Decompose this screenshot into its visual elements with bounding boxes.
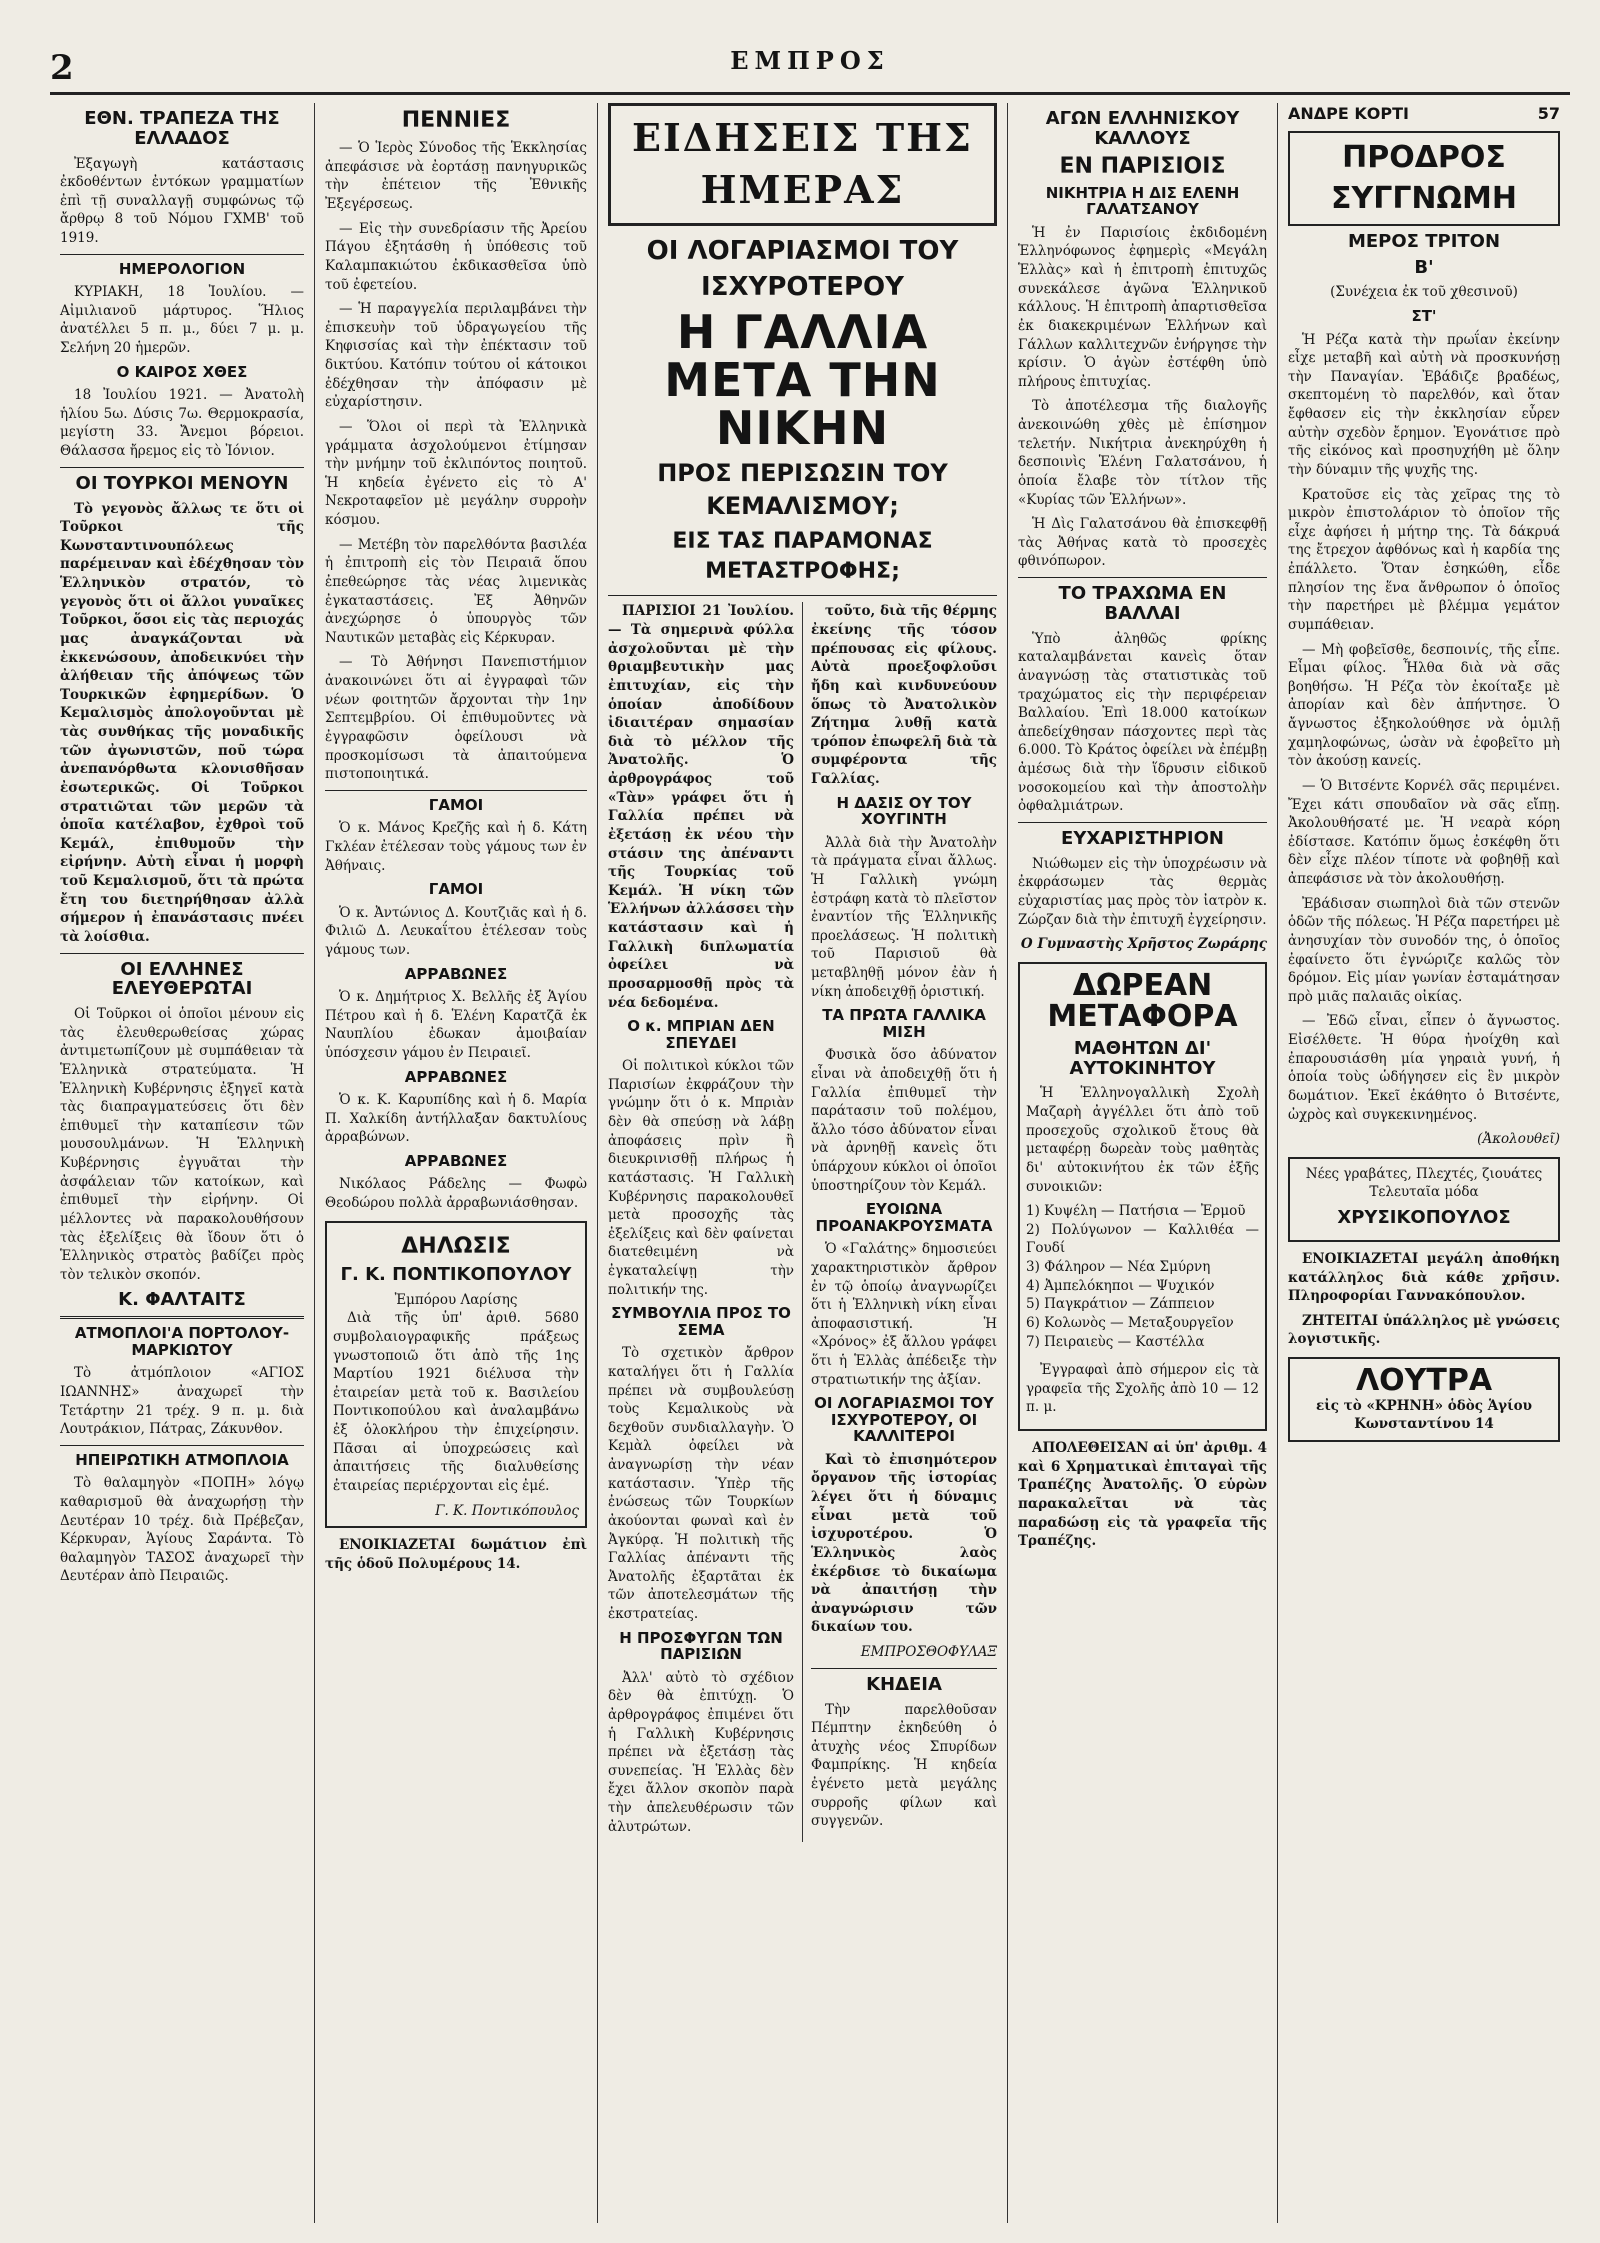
thanks-signature: Ο Γυμναστὴς Χρῆστος Ζωράρης: [1020, 936, 1267, 953]
column-4: [1008, 103, 1278, 2223]
notice-subtitle: Ἐμπόρου Λαρίσης: [394, 1291, 518, 1308]
route-3: 3) Φάληρον — Νέα Σμύρνη: [1026, 1259, 1211, 1276]
serial-end: (Ἀκολουθεῖ): [1477, 1131, 1560, 1148]
pennies-text-4: — Ὅλοι οἱ περὶ τὰ Ἑλληνικὰ γράμματα ἀσχολούμενοι ἐτίμησαν τὴν μνήμην τοῦ ἐκλιπόντος ποιητοῦ. Ἡ κηδεία ἐγένετο εἰς τὸ Α' Νεκροταφεῖον μὲ μεγάλην συρροὴν κόσμου.: [325, 418, 587, 529]
pennies-text-3: — Ἡ παραγγελία περιλαμβάνει τὴν ἐπισκευὴν τοῦ ὑδραγωγείου τῆς Κηφισσίας καὶ τὴν ἐπέκτασιν τοῦ δικτύου. Κατόπιν τούτου οἱ κάτοικοι ἐδέχθησαν τὴν ἀπόφασιν μὲ εὐχαρίστησιν.: [325, 301, 587, 411]
serial-number: 57: [1537, 104, 1560, 123]
divider: [1018, 822, 1267, 823]
rent-text: ΕΝΟΙΚΙΑΖΕΤΑΙ δωμάτιον ἐπὶ τῆς ὁδοῦ Πολυμέρους 14.: [325, 1537, 587, 1572]
baths-title: ΛΟΥΤΡΑ: [1355, 1363, 1493, 1398]
beauty-subtitle: ΝΙΚΗΤΡΙΑ Η ΔΙΣ ΕΛΕΝΗ ΓΑΛΑΤΣΑΝΟΥ: [1045, 183, 1240, 219]
death-title: ΚΗΔΕΙΑ: [866, 1673, 942, 1695]
pennies-text-5: — Μετέβη τὸν παρελθόντα βασιλέα ἡ ἐπιτροπὴ εἰς τὸν Πειραιᾶ ὅπου ἐπεθεώρησε τὰς νέας λιμενικὰς ἐγκαταστάσεις. Ἐξ Ἀθηνῶν ἀνεχώρησε ὁ ὑπουργὸς τῶν Ναυτικῶν μεταβὰς εἰς Κέρκυραν.: [325, 536, 587, 646]
lead-left: [608, 602, 803, 1842]
route-2: 2) Πολύγωνον — Καλλιθέα — Γουδί: [1026, 1221, 1259, 1257]
bank-title: ΕΘΝ. ΤΡΑΠΕΖΑ ΤΗΣ ΕΛΛΑΔΟΣ: [84, 108, 280, 149]
correspondent: ΕΜΠΡΟΣΘΟΦΥΛΑΞ: [860, 1644, 997, 1661]
article-signature: Κ. ΦΑΛΤΑΙΤΣ: [118, 1289, 246, 1311]
lead-columns: [608, 602, 997, 1842]
notice-box: [325, 1221, 587, 1528]
lead-left-text-4: Ἀλλ' αὐτὸ τὸ σχέδιον δὲν θὰ ἐπιτύχῃ. Ὁ ἀρθρογράφος ἐπιμένει ὅτι ἡ Γαλλικὴ Κυβέρνησις πρέπει νὰ ἐξετάσῃ τὰς συνεπείας. Ἡ Ἑλλὰς δὲν ἔχει ἄλλον σκοπὸν παρὰ τὴν ἀπελευθέρωσιν τῶν ἀλυτρώτων.: [608, 1669, 794, 1835]
beauty-text-3: Ἡ Δὶς Γαλατσάνου θὰ ἐπισκεφθῇ τὰς Ἀθήνας κατὰ τὸ προσεχὲς φθινόπωρον.: [1018, 516, 1267, 570]
weather-text: 18 Ἰουλίου 1921. — Ἀνατολὴ ἡλίου 5ω. Δύσις 7ω. Θερμοκρασία, μεγίστη 33. Ἄνεμοι βόρειοι. Θάλασσα ἤρεμος εἰς τὸ Ἰόνιον.: [60, 387, 304, 460]
page-header: [50, 40, 1570, 95]
lead-left-text-3: Τὸ σχετικὸν ἄρθρον καταλήγει ὅτι ἡ Γαλλία πρέπει νὰ συμβουλεύσῃ τοὺς Κεμαλικοὺς νὰ δεχθοῦν συνδιαλλαγὴν. Ὁ Κεμὰλ ὀφείλει νὰ ἀναγνωρίσῃ τὴν νέαν κατάστασιν. Ὑπὲρ τῆς ἐνώσεως τῶν Τουρκίων ἀκούονται φωναὶ καὶ ἐν Ἀγκύρᾳ. Ἡ πολιτικὴ τῆς Γαλλίας ἀπέναντι τῆς Ἀνατολῆς ἐξαρτᾶται ἐκ τῶν ἀποτελεσμάτων τῆς ἐκστρατείας.: [608, 1345, 794, 1623]
page-number: 2: [50, 48, 74, 88]
lead-right: [803, 602, 997, 1842]
engagements3-text: Νικόλαος Ράδελης — Φωφὼ Θεοδώρου πολλὰ ἀρραβωνιάσθησαν.: [325, 1176, 587, 1212]
notice-name: Γ. Κ. ΠΟΝΤΙΚΟΠΟΥΛΟΥ: [340, 1263, 572, 1285]
lead-deck: ΕΙΣ ΤΑΣ ΠΑΡΑΜΟΝΑΣ ΜΕΤΑΣΤΡΟΦΗΣ;: [672, 528, 933, 585]
rent-ad: ΕΝΟΙΚΙΑΖΕΤΑΙ μεγάλη ἀποθήκη κατάλληλος διὰ κάθε χρῆσιν. Πληροφορίαι Γαννακόπουλον.: [1288, 1250, 1560, 1305]
divider: [60, 1316, 304, 1319]
lead-right-text-2: Ἀλλὰ διὰ τὴν Ἀνατολὴν τὰ πράγματα εἶναι ἄλλως. Ἡ Γαλλικὴ γνώμη ἐστράφη κατὰ τὸ πλεῖστον ἐναντίον τῆς Ἑλληνικῆς προελάσεως. Ἡ πολιτικὴ τοῦ Παρισιοῦ θὰ μεταβληθῇ μόνον ἐὰν ἡ νίκη ἀποδειχθῇ ὁριστική.: [811, 834, 997, 1000]
ties-ad-text: Νέες γραβάτες, Πλεχτές, ζιουάτες: [1305, 1165, 1543, 1182]
greeks-text: Οἱ Τοῦρκοι οἱ ὁποῖοι μένουν εἰς τὰς ἐλευθερωθείσας χώρας ἀντιμετωπίζουν μὲ συμπάθειαν τὰ Ἑλληνικὰ στρατεύματα. Ἡ Ἑλληνικὴ Κυβέρνησις ἐξηγεῖ κατὰ τὰς διαπραγματεύσεις ὅτι δὲν ἐπιθυμεῖ τὴν καταπίεσιν τῶν μουσουλμάνων. Ἡ Ἑλληνικὴ Κυβέρνησις ἐγγυᾶται τὴν ἀσφάλειαν τῶν κατοίκων, καὶ ἐπιθυμεῖ τὴν εἰρήνην. Οἱ μέλλοντες νὰ παρακολουθήσουν τὰς ἐξελίξεις θὰ ἴδουν ὅτι ὁ Ἑλληνικὸς στρατὸς βαδίζει πρὸς τὸν τελικὸν σκοπόν.: [60, 1006, 304, 1283]
anzac-title: Η ΔΑΣΙΣ ΟΥ ΤΟΥ ΧΟΥΓΙΝΤΗ: [836, 793, 972, 829]
thanks-text: Νιώθωμεν εἰς τὴν ὑποχρέωσιν νὰ ἐκφράσωμεν τὰς θερμὰς εὐχαριστίας μας πρὸς τὸν ἰατρὸν κ. Ζώρζαν διὰ τὴν ἐπιτυχῆ ἐγχείρησιν.: [1018, 855, 1267, 928]
trauma-text: Ὑπὸ ἀληθῶς φρίκης καταλαμβάνεται κανεὶς ὅταν ἀναγνώσῃ τὰς στατιστικὰς τοῦ τραχώματος εἰς τὴν περιφέρειαν Βαλλαίου. Ἐπὶ 18.000 κατοίκων ἀπεδείχθησαν πάσχοντες περὶ τὰς 6.000. Τὸ Κράτος ὀφείλει νὰ ἐπέμβῃ ἀμέσως διὰ τὴν ἵδρυσιν εἰδικοῦ νοσοκομείου καὶ τὴν ἀποστολὴν ὀφθαλμιάτρων.: [1018, 630, 1267, 815]
serial-text-3: — Μὴ φοβεῖσθε, δεσποινίς, τῆς εἶπε. Εἶμαι φίλος. Ἦλθα διὰ νὰ σᾶς βοηθήσω. Ἡ Ρέζα τὸν ἐκοίταξε μὲ ἀπορίαν καὶ δὲν ἀπήντησε. Ὁ ἄγνωστος ἐξηκολούθησε νὰ ὁμιλῇ χαμηλοφώνως, ὡσὰν νὰ ἐφοβεῖτο μὴ τὸν ἀκούσῃ κανείς.: [1288, 641, 1560, 770]
weddings2-title: ΓΑΜΟΙ: [428, 880, 484, 899]
press-title: Η ΠΡΟΣΦΥΓΩΝ ΤΩΝ ΠΑΡΙΣΙΩΝ: [619, 1628, 783, 1664]
lead-right-text-5: Καὶ τὸ ἐπισημότερον ὄργανον τῆς ἱστορίας λέγει ὅτι ἡ δύναμις εἶναι μετὰ τοῦ ἰσχυροτέρου. Ὁ Ἑλληνικὸς λαὸς ἐκέρδισε τὸ δικαίωμα νὰ ἀπαιτήσῃ τὴν ἀναγνώρισιν τῶν δικαίων του.: [811, 1451, 997, 1636]
lead-headline: Η ΓΑΛΛΙΑ ΜΕΤΑ ΤΗΝ ΝΙΚΗΝ: [664, 304, 941, 456]
lead-right-text-3: Φυσικὰ ὅσο ἀδύνατον εἶναι νὰ ἀποδειχθῇ ὅτι ἡ Γαλλία ἐπιθυμεῖ τὴν παράτασιν τοῦ πολέμου, ἄλλο τόσο ἀδύνατον εἶναι νὰ ἀρνηθῇ κανεὶς ὅτι ὑπάρχουν κύκλοι οἱ ὁποῖοι ὑποστηρίζουν τὸν Κεμάλ.: [811, 1047, 997, 1194]
route-6: 6) Κολωνὸς — Μεταξουργεῖον: [1026, 1314, 1234, 1331]
thanks-title: ΕΥΧΑΡΙΣΤΗΡΙΟΝ: [1061, 827, 1224, 849]
logar-title: ΟΙ ΛΟΓΑΡΙΑΣΜΟΙ ΤΟΥ ΙΣΧΥΡΟΤΕΡΟΥ, ΟΙ ΚΑΛΛΙΤΕΡΟΙ: [814, 1394, 994, 1446]
lead-right-text-1: τοῦτο, διὰ τῆς θέρμης ἐκείνης τῆς τόσον πρέπουσας εἰς φίλους. Αὐτὰ προεξοφλοῦσι ἤδη καὶ κινδυνεύουν ὅπως τὸ Ἀνατολικὸν Ζήτημα λυθῇ κατὰ τρόπον ἐπωφελῆ διὰ τὰ συμφέροντα τῆς Γαλλίας.: [811, 603, 997, 788]
serial-subchapter: ΣΤ': [1411, 307, 1437, 326]
weddings2-text: Ὁ κ. Ἀντώνιος Δ. Κουτζιᾶς καὶ ἡ δ. Φιλιῶ Δ. Λευκαΐτου ἐτέλεσαν τοὺς γάμους των.: [325, 904, 587, 958]
free-transport-box: [1018, 962, 1267, 1431]
epirus-title: ΗΠΕΙΡΩΤΙΚΗ ΑΤΜΟΠΛΟΙΑ: [75, 1450, 289, 1469]
free-transport-text-2: Ἐγγραφαὶ ἀπὸ σήμερον εἰς τὰ γραφεῖα τῆς Σχολῆς ἀπὸ 10 — 12 π. μ.: [1026, 1362, 1259, 1416]
divider: [60, 467, 304, 468]
route-4: 4) Ἀμπελόκηποι — Ψυχικόν: [1026, 1277, 1215, 1294]
serial-part: ΜΕΡΟΣ ΤΡΙΤΟΝ: [1347, 230, 1501, 252]
divider: [1018, 577, 1267, 578]
symvoulia-title: ΣΥΜΒΟΥΛΙΑ ΠΡΟΣ ΤΟ ΣΕΜΑ: [611, 1304, 791, 1339]
notice-signature: Γ. Κ. Ποντικόπουλος: [435, 1502, 579, 1519]
engagements-title: ΑΡΡΑΒΩΝΕΣ: [404, 964, 508, 983]
weddings-text: Ὁ κ. Μάνος Κρεζῆς καὶ ἡ δ. Κάτη Γκλέαν ἐτέλεσαν τοὺς γάμους των ἐν Ἀθήναις.: [325, 820, 587, 874]
serial-text-2: Κρατοῦσε εἰς τὰς χεῖρας της τὸ μικρὸν ἐπιστολάριον τὸ ὁποῖον τῆς εἶχε ἀφήσει ἡ μήτηρ της. Τὰ δάκρυά της ἔτρεχον ἀφθόνως καὶ ἡ καρδία της ἐπάλλετο. Ὅταν ἐσηκώθη, εἶδε πλησίον της ἕνα ἄνθρωπον ὁ ὁποῖος τὴν παρετήρει μὲ βλέμμα γεμάτον συμπάθειαν.: [1288, 486, 1560, 633]
beauty-text-2: Τὸ ἀποτέλεσμα τῆς διαλογῆς ἀνεκοινώθη χθὲς μὲ ἐπίσημον τελετήν. Νικήτρια ἀνεκηρύχθη ἡ δεσποινὶς Ἑλένη Γαλατσάνου, ἡ ὁποία ἔλαβε τὸν τίτλον τῆς «Κυρίας τῶν Ἑλλήνων».: [1018, 398, 1267, 508]
lost-notice: ΑΠΟΛΕΘΕΙΣΑΝ αἱ ὑπ' ἀριθμ. 4 καὶ 6 Χρηματικαὶ ἐπιταγαὶ τῆς Τραπέζης Ἀνατολῆς. Ὁ εὑρὼν παρακαλεῖται νὰ τὰς παραδώσῃ εἰς τὰ γραφεῖα τῆς Τραπέζης.: [1018, 1440, 1267, 1550]
beauty-title-2: ΕΝ ΠΑΡΙΣΙΟΙΣ: [1059, 153, 1226, 179]
columns: [50, 103, 1570, 2223]
ties-ad-shop: ΧΡΥΣΙΚΟΠΟΥΛΟΣ: [1337, 1207, 1511, 1229]
lead-left-text-2: Οἱ πολιτικοὶ κύκλοι τῶν Παρισίων ἐκφράζουν τὴν γνώμην ὅτι ὁ κ. Μπριὰν δὲν θὰ σπεύσῃ νὰ λάβῃ ἀποφάσεις πρὶν ἢ διευκρινισθῇ πλήρως ἡ κατάστασις. Ἡ Γαλλικὴ Κυβέρνησις παρακολουθεῖ μετὰ προσοχῆς τὰς ἐξελίξεις καὶ δὲν φαίνεται διατεθειμένη νὰ ἐγκαταλείψῃ τὴν πολιτικήν της.: [608, 1058, 794, 1298]
mprian-title: Ο κ. ΜΠΡΙΑΝ ΔΕΝ ΣΠΕΥΔΕΙ: [627, 1017, 775, 1052]
divider: [60, 254, 304, 255]
divider: [60, 953, 304, 954]
pennies-text-2: — Εἰς τὴν συνεδρίασιν τῆς Ἀρείου Πάγου ἐξητάσθη ἡ ὑπόθεσις τοῦ Καλαμπακιώτου ἐκδικασθεῖσα ὑπὸ τοῦ ἐφετείου.: [325, 220, 587, 293]
serial-text-6: — Ἐδῶ εἶναι, εἶπεν ὁ ἄγνωστος. Εἰσέλθετε. Ἡ θύρα ἠνοίχθη καὶ ἐπαρουσιάσθη μία γηραιὰ γυνή, ἡ ὁποία τοὺς ὡδήγησεν εἰς ἓν μικρὸν δωμάτιον. Ἐκεῖ ἐκάθητο ὁ Βιτσέντε, ὠχρὸς καὶ συγκεκινημένος.: [1288, 1013, 1560, 1123]
engagements-text: Ὁ κ. Δημήτριος Χ. Βελλῆς ἐξ Ἁγίου Πέτρου καὶ ἡ δ. Ἑλένη Καρατζᾶ ἐκ Ναυπλίου ἐδωκαν ἀμοιβαίαν ὑπόσχεσιν γάμου ἐν Πειραιεῖ.: [325, 989, 587, 1061]
column-3: [598, 103, 1008, 2223]
ties-ad-text-2: Τελευταῖα μόδα: [1369, 1184, 1479, 1201]
serial-note: (Συνέχεια ἐκ τοῦ χθεσινοῦ): [1330, 284, 1518, 301]
calendar-text: ΚΥΡΙΑΚΗ, 18 Ἰουλίου. — Αἰμιλιανοῦ μάρτυρος. Ἥλιος ἀνατέλλει 5 π. μ., δύει 7 μ. μ. Σελήνη 20 ἡμερῶν.: [60, 284, 304, 357]
route-7: 7) Πειραιεὺς — Καστέλλα: [1026, 1333, 1205, 1350]
beauty-title: ΑΓΩΝ ΕΛΛΗΝΙΣΚΟΥ ΚΑΛΛΟΥΣ: [1045, 108, 1240, 149]
wanted-ad: ΖΗΤΕΙΤΑΙ ὑπάλληλος μὲ γνώσεις λογιστικῆς.: [1288, 1312, 1560, 1348]
divider: [608, 595, 997, 596]
column-2: [315, 103, 598, 2223]
weather-title: Ο ΚΑΙΡΟΣ ΧΘΕΣ: [116, 362, 248, 381]
weddings-title: ΓΑΜΟΙ: [428, 795, 484, 814]
trauma-title: ΤΟ ΤΡΑΧΩΜΑ ΕΝ ΒΑΛΛΑΙ: [1058, 583, 1227, 624]
beauty-text-1: Ἡ ἐν Παρισίοις ἐκδιδομένη Ἑλληνόφωνος ἐφημερὶς «Μεγάλη Ἑλλὰς» καὶ ἡ ἐπιτροπὴ ἐπιτυχῶς συνεκάλεσε ἀγῶνα Ἑλληνικοῦ κάλλους. Ἡ ἐπιτροπὴ ἀπαρτισθεῖσα ἐκ διακεκριμένων Ἑλλήνων καὶ Γάλλων καλλιτεχνῶν ἐνήργησε τὴν κρίσιν. Ὁ ἀγὼν ἐστέφθη ὑπὸ πλήρους ἐπιτυχίας.: [1018, 224, 1267, 390]
death-text: Τὴν παρελθοῦσαν Πέμπτην ἐκηδεύθη ὁ ἀτυχὴς νέος Σπυρίδων Φαμπρίκης. Ἡ κηδεία ἐγένετο μετὰ μεγάλης συρροῆς φίλων καὶ συγγενῶν.: [811, 1701, 997, 1830]
serial-title: ΠΡΟΔΡΟΣ ΣΥΓΓΝΩΜΗ: [1288, 131, 1560, 226]
divider: [811, 1668, 997, 1669]
greeks-title: ΟΙ ΕΛΛΗΝΕΣ ΕΛΕΥΘΕΡΩΤΑΙ: [111, 958, 253, 1000]
column-1: [50, 103, 315, 2223]
masthead: ΕΜΠΡΟΣ: [730, 46, 890, 75]
column-5: [1278, 103, 1570, 2223]
euoiona-title: ΕΥΟΙΩΝΑ ΠΡΟΑΝΑΚΡΟΥΣΜΑΤΑ: [815, 1200, 993, 1235]
route-1: 1) Κυψέλη — Πατήσια — Ἐρμοῦ: [1026, 1203, 1246, 1220]
shipping-title: ΑΤΜΟΠΛΟΙ'Α ΠΟΡΤΟΛΟΥ-ΜΑΡΚΙΩΤΟΥ: [74, 1324, 290, 1359]
turks-title: ΟΙ ΤΟΥΡΚΟΙ ΜΕΝΟΥΝ: [75, 472, 289, 494]
engagements3-title: ΑΡΡΑΒΩΝΕΣ: [404, 1151, 508, 1170]
lead-kicker: ΟΙ ΛΟΓΑΡΙΑΣΜΟΙ ΤΟΥ ΙΣΧΥΡΟΤΕΡΟΥ: [646, 235, 959, 302]
baths-ad: [1288, 1357, 1560, 1442]
route-5: 5) Παγκράτιον — Ζάππειον: [1026, 1296, 1215, 1313]
lead-subheadline: ΠΡΟΣ ΠΕΡΙΣΩΣΙΝ ΤΟΥ ΚΕΜΑΛΙΣΜΟΥ;: [657, 458, 948, 520]
turks-text: Τὸ γεγονὸς ἄλλως τε ὅτι οἱ Τοῦρκοι τῆς Κωνσταντινουπόλεως παρέμειναν καὶ ἐδέχθησαν τὸν Ἑλληνικὸν στρατόν, τὸ γεγονὸς ὅτι οἱ ἄλλοι γυναῖκες Τοῦρκοι, ὅσοι εἰς τὰς περιοχάς μας ἀναγκάζονται νὰ ἐκκενώσουν, ἀποδεικνύει τὴν ἀλήθειαν τῆς ἀπόψεως τῶν Τουρκικῶν ἐφημερίδων. Ὁ Κεμαλισμὸς ἀπολογοῦνται μὲ τὰς συνθήκας τῆς μοναδικῆς τῶν ἀγωνιστῶν, ποῦ τώρα ἀνεπανόρθωτα κλονισθῆσαν ἐσωτερικῶς. Οἱ Τοῦρκοι στρατιῶται τῶν μερῶν τὰ ὁποῖα κατέλαβον, ἐχθροὶ τοῦ Κεμάλ, ἐπιθυμοῦν τὴν εἰρήνην. Αὐτὴ εἶναι ἡ μορφὴ τοῦ Κεμαλισμοῦ, ὅτι τὰ πρώτα ἔτη του διετηρήθησαν ἀλλὰ σήμερον ἡ ἐπανάστασις πνέει τὰ λοίσθια.: [60, 500, 304, 945]
divider: [325, 790, 587, 791]
serial-text-1: Ἡ Ρέζα κατὰ τὴν πρωΐαν ἐκείνην εἶχε μεταβῆ καὶ αὐτὴ νὰ προσκυνήσῃ τὴν Παναγίαν. Ἐβάδιζε βραδέως, σκεπτομένη τὸ παρελθόν, καὶ ὅταν ἔφθασεν εἰς τὴν ἐκκλησίαν εὗρεν αὐτὴν σχεδὸν ἔρημον. Ἐγονάτισε πρὸ τῆς εἰκόνος καὶ προσηυχήθη μὲ ὅλην τὴν δύναμιν τῆς ψυχῆς της.: [1288, 331, 1560, 478]
pennies-title: ΠΕΝΝΙΕΣ: [401, 108, 511, 133]
shipping-text: Τὸ ἀτμόπλοιον «ΑΓΙΟΣ ΙΩΑΝΝΗΣ» ἀναχωρεῖ τὴν Τετάρτην 21 τρέχ. 9 π. μ. διὰ Λουτράκιον, Πάτρας, Ζάκυνθον.: [60, 1365, 304, 1438]
pennies-text-6: — Τὸ Ἀθήνησι Πανεπιστήμιον ἀνακοινώνει ὅτι αἱ ἐγγραφαὶ τῶν νέων φοιτητῶν ἄρχονται τὴν 1ην Σεπτεμβρίου. Οἱ ἐπιθυμοῦντες νὰ ἐγγραφῶσιν ὀφείλουσι νὰ προσκομίσωσι τὰ ἀπαιτούμενα πιστοποιητικά.: [325, 654, 587, 783]
engagements2-title: ΑΡΡΑΒΩΝΕΣ: [404, 1067, 508, 1086]
serial-author: ΑΝΔΡΕ ΚΟΡΤΙ: [1288, 104, 1409, 123]
first-title: ΤΑ ΠΡΩΤΑ ΓΑΛΛΙΚΑ ΜΙΣΗ: [822, 1006, 986, 1041]
lead-right-text-4: Ὁ «Γαλάτης» δημοσιεύει χαρακτηριστικὸν ἄρθρον ἐν τῷ ὁποίῳ ἀναγνωρίζει ὅτι ἡ Ἑλληνικὴ νίκη εἶναι ἀποφασιστική. Ἡ «Χρόνος» ἐξ ἄλλου γράφει ὅτι ἡ Ἑλλὰς ἀπέδειξε τὴν στρατιωτικήν της ἀξίαν.: [811, 1241, 997, 1388]
serial-text-4: — Ὁ Βιτσέντε Κορνέλ σᾶς περιμένει. Ἔχει κάτι σπουδαῖον νὰ σᾶς εἴπῃ. Ἀκολουθήσατέ με. Ἡ νεαρὰ κόρη ἐδίστασε. Κατόπιν ὅμως ἐσκέφθη ὅτι δὲν εἶχε πλέον τίποτε νὰ φοβηθῇ καὶ ἀπεφάσισε νὰ τὸν ἀκολουθήσῃ.: [1288, 777, 1560, 888]
lead-left-text-1: ΠΑΡΙΣΙΟΙ 21 Ἰουλίου. — Τὰ σημερινὰ φύλλα ἀσχολοῦνται μὲ τὴν θριαμβευτικὴν μας ἐπιτυχίαν, εἰς τὴν ὁποίαν ἀποδίδουν ἰδιαιτέραν σημασίαν διὰ τὸ μέλλον τῆς Ἀνατολῆς. Ὁ ἀρθρογράφος τοῦ «Τὰν» γράφει ὅτι ἡ Γαλλία πρέπει νὰ ἐξετάσῃ ἐκ νέου τὴν στάσιν της ἀπέναντι τῆς Τουρκίας τοῦ Κεμάλ. Ἡ νίκη τῶν Ἑλλήνων ἀλλάσσει τὴν κατάστασιν καὶ ἡ Γαλλικὴ διπλωματία ὀφείλει νὰ προσαρμοσθῇ πρὸς τὰ νέα δεδομένα.: [608, 603, 794, 1011]
notice-title: ΔΗΛΩΣΙΣ: [401, 1233, 511, 1259]
baths-text: εἰς τὸ «ΚΡΗΝΗ» ὁδὸς Ἁγίου Κωνσταντίνου 14: [1316, 1397, 1532, 1433]
serial-header: [1288, 103, 1560, 125]
ties-ad: [1288, 1157, 1560, 1242]
serial-text-5: Ἐβάδισαν σιωπηλοὶ διὰ τῶν στενῶν ὁδῶν τῆς πόλεως. Ἡ Ρέζα παρετήρει μὲ ἀνησυχίαν τὸν συνοδόν της, ὁ ὁποῖος ἐφαίνετο ὅτι ἐγνώριζε καλῶς τὸν δρόμον. Εἰς μίαν γωνίαν ἐσταμάτησαν πρὸ μιᾶς παλαιᾶς οἰκίας.: [1288, 895, 1560, 1005]
pennies-text-1: — Ὁ Ἱερὸς Σύνοδος τῆς Ἑκκλησίας ἀπεφάσισε νὰ ἐορτάσῃ πανηγυρικῶς τὴν ἐπέτειον τῆς Ἐθνικῆς Ἐξεγέρσεως.: [325, 140, 587, 213]
free-transport-subtitle: ΜΑΘΗΤΩΝ ΔΙ' ΑΥΤΟΚΙΝΗΤΟΥ: [1069, 1037, 1216, 1079]
epirus-text: Τὸ θαλαμηγὸν «ΠΟΠΗ» λόγῳ καθαρισμοῦ θὰ ἀναχωρήσῃ τὴν Δευτέραν 10 τρέχ. διὰ Πρέβεζαν, Κέρκυραν, Ἁγίους Σαράντα. Τὸ θαλαμηγὸν ΤΑΣΟΣ ἀναχωρεῖ τὴν Δευτέραν ἀπὸ Πειραιῶς.: [60, 1475, 304, 1585]
bank-text: Ἐξαγωγὴ κατάστασις ἐκδοθέντων ἐντόκων γραμματίων ἐπὶ τῇ συναλλαγῇ συμφώνως τῷ ἄρθρῳ 8 τοῦ Νόμου ΓΧΜΒ' τοῦ 1919.: [60, 155, 304, 247]
engagements2-text: Ὁ κ. Κ. Καρυπίδης καὶ ἡ δ. Μαρία Π. Χαλκίδη ἀντήλλαξαν δακτυλίους ἀρραβώνων.: [325, 1092, 587, 1146]
free-transport-text: Ἡ Ἑλληνογαλλικὴ Σχολὴ Μαζαρὴ ἀγγέλλει ὅτι ἀπὸ τοῦ προσεχοῦς σχολικοῦ ἔτους θὰ μεταφέρῃ δωρεὰν τοὺς μαθητὰς δι' αὐτοκινήτου ἐκ τῶν ἑξῆς συνοικιῶν:: [1026, 1085, 1259, 1195]
divider: [60, 1445, 304, 1446]
news-banner: ΕΙΔΗΣΕΙΣ ΤΗΣ ΗΜΕΡΑΣ: [608, 103, 997, 226]
serial-chapter: Β': [1414, 256, 1434, 278]
free-transport-title: ΔΩΡΕΑΝ ΜΕΤΑΦΟΡΑ: [1047, 967, 1238, 1035]
calendar-title: ΗΜΕΡΟΛΟΓΙΟΝ: [118, 259, 246, 278]
notice-text: Διὰ τῆς ὑπ' ἀριθ. 5680 συμβολαιογραφικῆς πράξεως γνωστοποιῶ ὅτι ἀπὸ τῆς 1ης Μαρτίου 1921 διέλυσα τὴν ἐταιρείαν μετὰ τοῦ κ. Βασιλείου Ποντικοπούλου καὶ ἀναλαμβάνω ἐξ ὁλοκλήρου τὴν ἐπιχείρησιν. Πᾶσαι αἱ ὑποχρεώσεις καὶ ἀπαιτήσεις τῆς διαλυθείσης ἐταιρείας περιέρχονται εἰς ἐμέ.: [333, 1310, 579, 1494]
